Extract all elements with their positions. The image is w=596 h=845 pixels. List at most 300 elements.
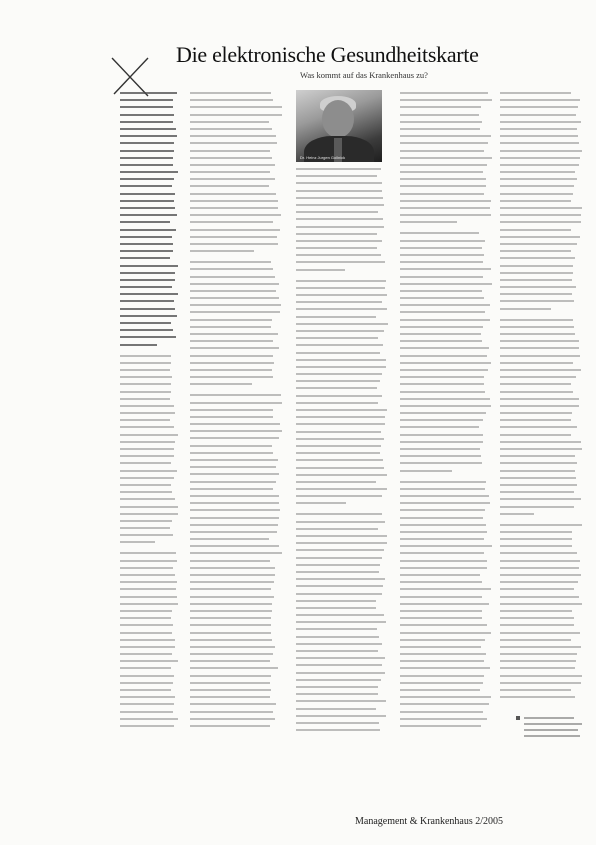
text-line	[296, 729, 380, 731]
text-line	[500, 426, 577, 428]
text-line	[296, 402, 378, 404]
text-line	[190, 290, 276, 292]
text-line	[190, 437, 279, 439]
text-line	[296, 380, 380, 382]
text-line	[190, 596, 274, 598]
publication-footer: Management & Krankenhaus 2/2005	[355, 816, 504, 827]
text-line	[296, 226, 384, 228]
text-line	[296, 549, 384, 551]
text-line	[296, 628, 377, 630]
text-line	[120, 272, 175, 274]
text-line	[120, 646, 175, 648]
text-line	[500, 696, 575, 698]
text-line	[120, 455, 174, 457]
text-line	[296, 438, 384, 440]
text-line	[120, 667, 171, 669]
text-line	[120, 121, 173, 123]
text-line	[190, 689, 271, 691]
text-line	[500, 340, 579, 342]
text-line	[296, 557, 382, 559]
text-line	[500, 434, 571, 436]
text-line	[500, 524, 582, 526]
text-line	[400, 200, 491, 202]
text-line	[190, 157, 272, 159]
text-line	[296, 571, 379, 573]
text-line	[500, 308, 551, 310]
text-line	[296, 294, 387, 296]
text-line	[190, 639, 272, 641]
text-line	[190, 128, 272, 130]
text-line	[190, 376, 273, 378]
text-line	[500, 596, 579, 598]
text-line	[500, 279, 572, 281]
text-line	[190, 394, 281, 396]
text-line	[190, 574, 275, 576]
text-line	[500, 229, 571, 231]
text-line	[190, 362, 274, 364]
text-line	[400, 682, 483, 684]
text-line	[296, 366, 386, 368]
text-line	[120, 596, 177, 598]
text-line	[190, 488, 273, 490]
text-line	[120, 391, 171, 393]
text-line	[120, 675, 174, 677]
text-line	[120, 513, 178, 515]
text-line	[500, 567, 579, 569]
text-line	[400, 405, 491, 407]
text-line	[400, 326, 483, 328]
text-line	[500, 214, 581, 216]
text-line	[400, 581, 482, 583]
text-line	[296, 308, 387, 310]
text-line	[296, 387, 377, 389]
text-line	[120, 711, 173, 713]
text-line	[400, 567, 487, 569]
text-line	[120, 322, 171, 324]
text-line	[120, 398, 170, 400]
text-line	[120, 229, 176, 231]
text-line	[296, 679, 381, 681]
text-line	[296, 168, 381, 170]
text-line	[500, 135, 578, 137]
text-line	[190, 711, 273, 713]
text-line	[296, 585, 383, 587]
text-line	[400, 696, 491, 698]
text-line	[296, 528, 378, 530]
text-line	[400, 142, 488, 144]
text-line	[500, 236, 580, 238]
text-line	[190, 430, 282, 432]
text-line	[400, 552, 484, 554]
text-line	[296, 330, 384, 332]
text-line	[190, 660, 270, 662]
text-line	[400, 660, 484, 662]
text-line	[500, 477, 576, 479]
text-line	[296, 423, 385, 425]
text-line	[296, 643, 382, 645]
text-line	[500, 293, 572, 295]
text-line	[296, 564, 380, 566]
text-line	[120, 498, 175, 500]
text-line	[190, 452, 273, 454]
text-line	[400, 135, 491, 137]
text-line	[120, 135, 177, 137]
text-line	[500, 581, 578, 583]
text-line	[120, 157, 173, 159]
text-line	[296, 657, 385, 659]
text-line	[400, 92, 488, 94]
text-line	[296, 280, 386, 282]
text-line	[500, 632, 580, 634]
text-line	[120, 718, 178, 720]
text-line	[400, 128, 480, 130]
text-line	[120, 142, 174, 144]
text-line	[400, 588, 491, 590]
text-line	[400, 524, 486, 526]
text-line	[400, 653, 486, 655]
text-line	[400, 481, 486, 483]
text-line	[120, 362, 171, 364]
text-line	[120, 300, 174, 302]
text-line	[120, 689, 171, 691]
text-line	[296, 722, 379, 724]
text-line	[120, 484, 171, 486]
text-line	[400, 185, 486, 187]
text-line	[120, 520, 172, 522]
text-line	[120, 696, 175, 698]
text-line	[120, 653, 172, 655]
text-line	[190, 423, 280, 425]
text-line	[120, 434, 178, 436]
text-line	[500, 603, 582, 605]
text-line	[500, 391, 573, 393]
text-line	[120, 419, 170, 421]
text-line	[190, 276, 275, 278]
text-line	[120, 355, 171, 357]
text-line	[500, 574, 581, 576]
text-line	[296, 686, 378, 688]
text-line	[296, 240, 382, 242]
text-line	[296, 316, 376, 318]
text-line	[296, 175, 377, 177]
text-line	[400, 355, 487, 357]
text-line	[296, 431, 381, 433]
text-line	[120, 315, 177, 317]
text-line	[500, 498, 581, 500]
text-line	[500, 376, 576, 378]
text-line	[500, 114, 576, 116]
text-line	[120, 221, 170, 223]
text-line	[500, 164, 579, 166]
text-line	[400, 434, 483, 436]
text-line	[500, 617, 574, 619]
text-line	[296, 488, 387, 490]
text-line	[190, 297, 279, 299]
text-line	[400, 297, 484, 299]
text-line	[500, 99, 580, 101]
text-line	[120, 171, 178, 173]
text-line	[500, 624, 574, 626]
text-line	[190, 200, 278, 202]
text-line	[500, 355, 580, 357]
text-line	[500, 250, 571, 252]
text-line	[400, 311, 485, 313]
text-line	[500, 513, 534, 515]
text-line	[190, 135, 276, 137]
text-line	[500, 639, 571, 641]
text-line	[296, 521, 385, 523]
text-line	[190, 567, 275, 569]
text-line	[120, 610, 172, 612]
text-line	[120, 92, 177, 94]
text-line	[120, 477, 174, 479]
text-line	[500, 653, 577, 655]
text-line	[120, 128, 176, 130]
text-line	[400, 164, 487, 166]
text-line	[400, 470, 452, 472]
text-line	[400, 221, 457, 223]
text-line	[500, 326, 574, 328]
text-line	[190, 560, 270, 562]
text-line	[400, 596, 482, 598]
text-line	[400, 711, 483, 713]
text-line	[190, 214, 281, 216]
text-line	[190, 243, 278, 245]
text-line	[500, 660, 576, 662]
text-line	[400, 455, 481, 457]
text-line	[120, 383, 171, 385]
text-line	[400, 304, 490, 306]
text-line	[120, 725, 174, 727]
text-column-2	[190, 92, 282, 732]
text-line	[190, 473, 279, 475]
text-line	[400, 106, 481, 108]
text-line	[400, 419, 483, 421]
text-line	[120, 412, 175, 414]
text-line	[400, 448, 480, 450]
text-line	[500, 462, 577, 464]
text-line	[500, 383, 571, 385]
text-line	[120, 703, 174, 705]
text-line	[296, 693, 378, 695]
text-line	[500, 470, 575, 472]
text-line	[190, 675, 271, 677]
text-line	[400, 632, 491, 634]
text-line	[500, 92, 571, 94]
text-line	[190, 326, 271, 328]
text-line	[120, 581, 177, 583]
text-line	[190, 646, 275, 648]
text-line	[500, 405, 579, 407]
text-line	[400, 545, 492, 547]
text-line	[120, 491, 172, 493]
text-line	[120, 178, 174, 180]
text-line	[500, 272, 573, 274]
text-line	[296, 467, 384, 469]
text-line	[296, 542, 387, 544]
text-line	[296, 474, 387, 476]
text-column-5	[500, 92, 582, 702]
text-line	[296, 190, 382, 192]
text-line	[120, 99, 173, 101]
text-line	[296, 182, 382, 184]
text-line	[190, 121, 269, 123]
text-line	[296, 650, 378, 652]
text-line	[500, 157, 580, 159]
text-line	[190, 545, 279, 547]
text-line	[190, 552, 282, 554]
text-line	[500, 419, 571, 421]
text-line	[400, 362, 491, 364]
text-line	[400, 254, 484, 256]
text-line	[296, 359, 386, 361]
text-line	[500, 333, 575, 335]
text-line	[120, 470, 177, 472]
text-line	[296, 409, 387, 411]
text-line	[190, 416, 273, 418]
text-line	[400, 667, 490, 669]
text-line	[190, 333, 278, 335]
text-line	[120, 185, 172, 187]
text-line	[500, 369, 581, 371]
text-line	[190, 369, 272, 371]
text-line	[120, 193, 175, 195]
text-line	[500, 319, 573, 321]
text-column-1	[120, 92, 178, 732]
text-line	[400, 247, 482, 249]
text-line	[296, 352, 380, 354]
text-line	[500, 121, 581, 123]
text-line	[190, 617, 271, 619]
text-line	[190, 703, 276, 705]
text-line	[190, 653, 273, 655]
text-line	[120, 639, 175, 641]
text-line	[400, 426, 479, 428]
text-line	[400, 462, 482, 464]
text-line	[500, 675, 582, 677]
text-line	[190, 229, 280, 231]
text-line	[120, 344, 157, 346]
text-line	[120, 534, 173, 536]
text-line	[400, 560, 487, 562]
text-line	[120, 448, 174, 450]
text-line	[296, 513, 382, 515]
text-line	[190, 502, 279, 504]
text-line	[296, 621, 386, 623]
text-line	[120, 114, 174, 116]
text-line	[190, 355, 273, 357]
text-line	[190, 481, 276, 483]
text-line	[400, 347, 489, 349]
text-line	[400, 538, 484, 540]
text-line	[500, 560, 580, 562]
text-line	[190, 193, 276, 195]
text-line	[400, 276, 483, 278]
text-line	[500, 142, 579, 144]
text-line	[400, 675, 484, 677]
text-line	[296, 459, 383, 461]
text-line	[296, 287, 385, 289]
text-line	[500, 506, 574, 508]
text-line	[500, 682, 581, 684]
text-line	[120, 426, 174, 428]
author-photo	[296, 90, 382, 162]
text-line	[400, 290, 482, 292]
text-line	[400, 121, 482, 123]
text-line	[400, 207, 490, 209]
text-line	[500, 441, 581, 443]
text-line	[400, 412, 486, 414]
text-line	[120, 567, 173, 569]
text-line	[120, 308, 175, 310]
text-line	[296, 535, 387, 537]
text-line	[296, 614, 384, 616]
text-line	[400, 232, 479, 234]
text-line	[400, 646, 481, 648]
text-line	[190, 114, 282, 116]
text-line	[190, 581, 274, 583]
text-line	[500, 362, 573, 364]
text-line	[500, 610, 572, 612]
text-line	[190, 667, 278, 669]
text-line	[400, 150, 484, 152]
text-line	[120, 441, 175, 443]
text-line	[296, 700, 386, 702]
text-line	[500, 300, 574, 302]
text-line	[400, 171, 483, 173]
text-line	[190, 603, 272, 605]
article-title: Die elektronische Gesundheitskarte	[176, 42, 479, 67]
text-line	[400, 193, 484, 195]
text-line	[296, 233, 377, 235]
text-line	[120, 106, 173, 108]
text-line	[190, 92, 271, 94]
text-line	[190, 236, 277, 238]
text-line	[120, 200, 174, 202]
text-line	[500, 106, 578, 108]
text-line	[400, 703, 489, 705]
text-line	[120, 632, 172, 634]
text-line	[190, 250, 254, 252]
text-line	[190, 531, 277, 533]
article-subtitle: Was kommt auf das Krankenhaus zu?	[300, 70, 428, 80]
text-line	[296, 337, 378, 339]
text-line	[400, 340, 482, 342]
text-line	[190, 445, 272, 447]
text-line	[190, 725, 270, 727]
text-line	[296, 211, 378, 213]
text-line	[296, 218, 383, 220]
text-line	[500, 243, 577, 245]
text-line	[120, 369, 170, 371]
text-line	[190, 347, 279, 349]
text-line	[400, 214, 491, 216]
text-line	[120, 279, 175, 281]
text-line	[190, 207, 278, 209]
text-line	[500, 221, 581, 223]
text-line	[400, 369, 488, 371]
text-line	[120, 164, 173, 166]
text-line	[120, 336, 176, 338]
text-line	[400, 517, 483, 519]
text-line	[400, 603, 489, 605]
text-line	[120, 462, 171, 464]
text-line	[296, 600, 376, 602]
text-line	[400, 178, 486, 180]
text-line	[500, 588, 574, 590]
text-line	[400, 689, 480, 691]
text-line	[500, 412, 572, 414]
